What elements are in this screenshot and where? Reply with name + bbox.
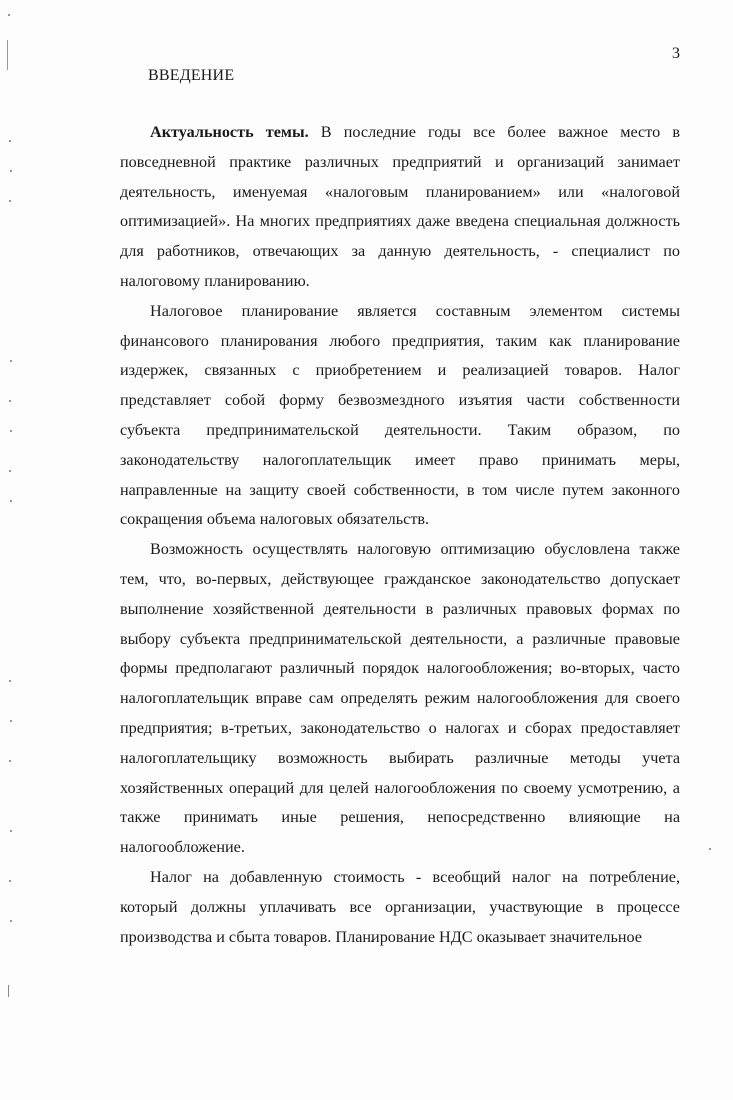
paragraph-vat: Налог на добавленную стоимость - всеобщий налог на потребление, который должны уплачивать все организации, участвующие в процессе производства и сбыта товаров. Планирование НДС оказывает значительное	[120, 867, 680, 946]
paragraph-optimization: Возможность осуществлять налоговую оптимизацию обусловлена также тем, что, во-первых, действующее гражданское законодательство допускает выполнение хозяйственной деятельности в различных правовых формах по выбору субъекта предпринимательской деятельности, а различные правовые формы предполагают различный порядок налогообложения; во-вторых, часто налогоплательщик вправе сам определять режим налогообложения для своего предприятия; в-третьих, законодательство о налогах и сборах предоставляет налогоплательщику возможность выбирать различные методы учета хозяйственных операций для целей налогообложения по своему усмотрению, а также принимать иные решения, непосредственно влияющие на налогообложение.	[120, 540, 680, 857]
page-number: 3	[672, 45, 680, 62]
section-heading: ВВЕДЕНИЕ	[148, 67, 235, 84]
scan-artifact	[8, 14, 10, 16]
scan-artifact	[10, 830, 12, 832]
document-body	[120, 118, 680, 952]
scan-artifact	[9, 400, 11, 402]
scan-artifact	[10, 170, 12, 172]
scan-artifact	[9, 140, 11, 142]
scan-artifact	[10, 430, 12, 432]
scan-artifact	[9, 470, 11, 472]
scan-artifact	[709, 848, 711, 850]
scan-artifact	[10, 720, 12, 722]
scan-artifact	[8, 985, 9, 997]
scan-artifact	[9, 680, 11, 682]
scan-artifact	[10, 920, 12, 922]
scan-artifact	[9, 880, 11, 882]
scan-artifact	[10, 360, 12, 362]
scan-artifact	[9, 760, 11, 762]
paragraph-lead: Актуальность темы.	[150, 123, 309, 141]
paragraph-relevance	[120, 118, 680, 297]
paragraph-tax-planning: Налоговое планирование является составным элементом системы финансового планирования любого предприятия, таким как планирование издержек, связанных с приобретением и реализацией товаров. Налог представляет собой форму безвозмездного изъятия части собственности субъекта предпринимательской деятельности. Таким образом, по законодательству налогоплательщик имеет право принимать меры, направленные на защиту своей собственности, в том числе путем законного сокращения объема налоговых обязательств.	[120, 301, 680, 529]
scan-artifact	[9, 200, 11, 202]
scan-artifact	[7, 40, 8, 70]
scan-artifact	[10, 500, 12, 502]
paragraph-text: В последние годы все более важное место в повседневной практике различных предприятий и организаций занимает деятельность, именуемая «налоговым планированием» или «налоговой оптимизацией». На многих предприятиях даже введена специальная должность для работников, отвечающих за данную деятельность, - специалист по налоговому планированию.	[120, 123, 680, 290]
